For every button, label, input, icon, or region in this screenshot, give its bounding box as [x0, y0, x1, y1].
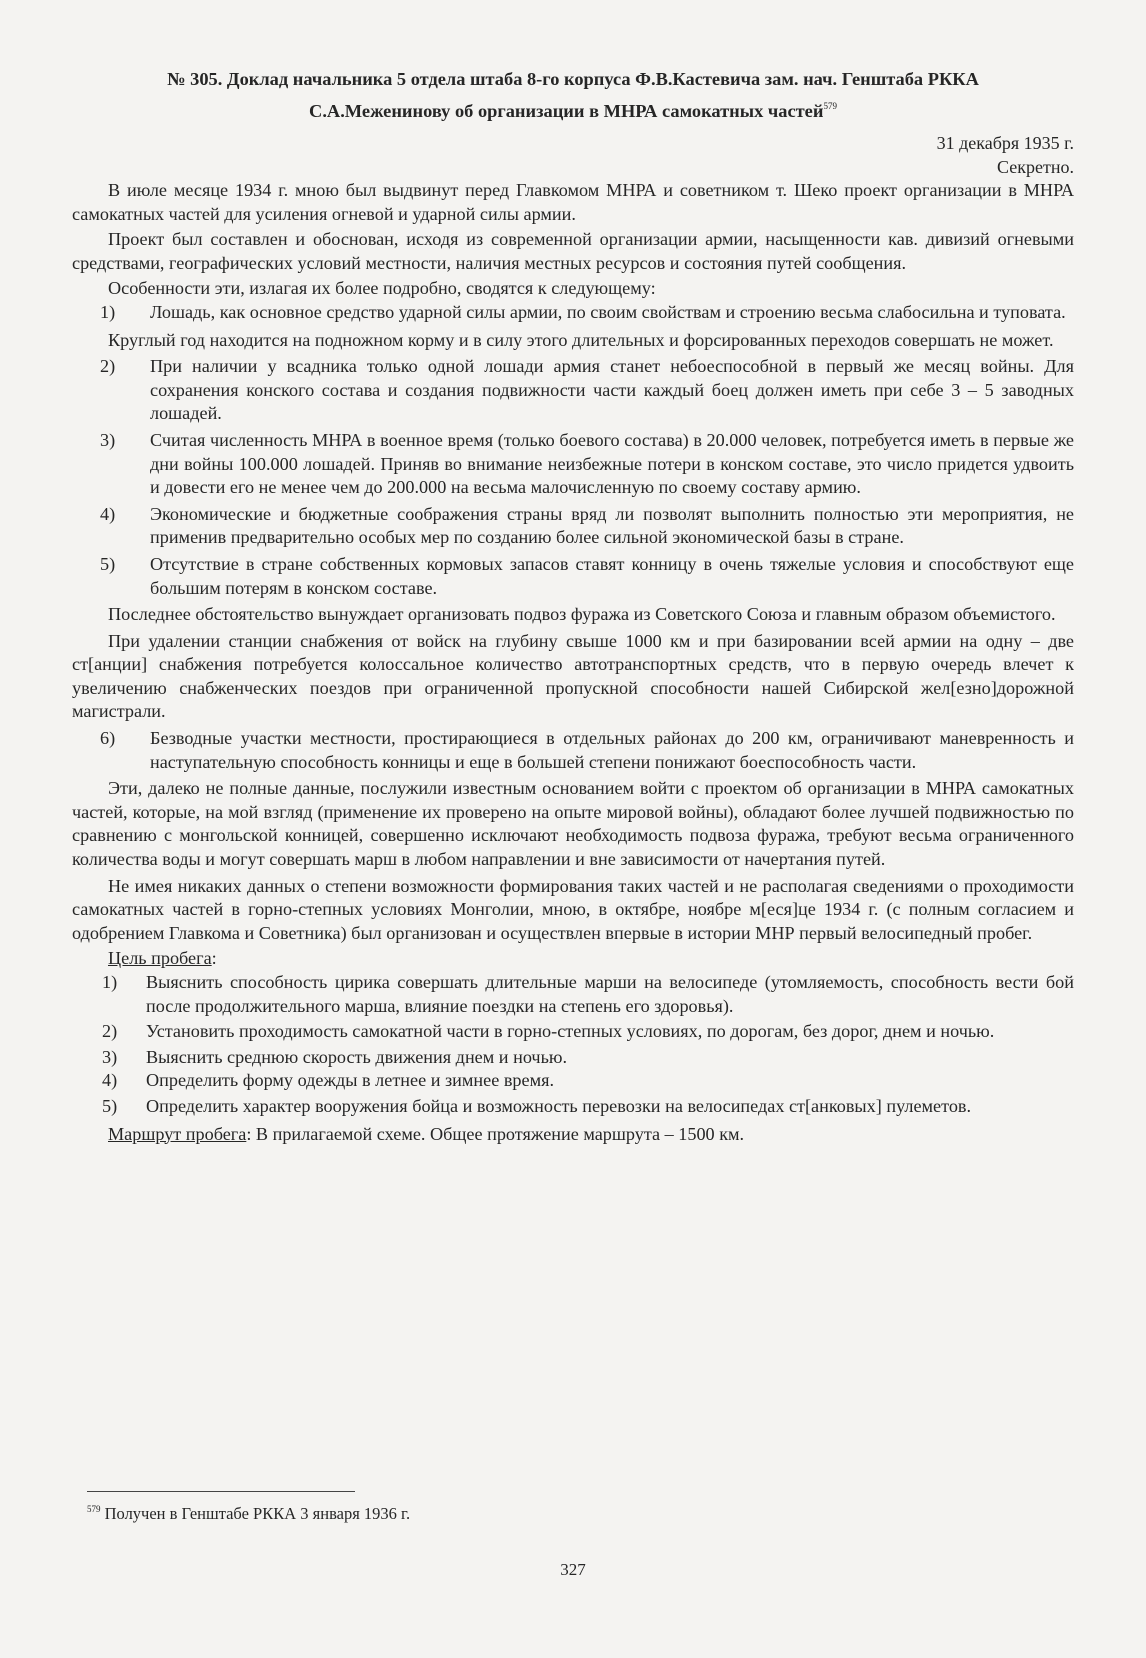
list-item [72, 1095, 1074, 1119]
list-item [72, 429, 1074, 500]
list-number: 4) [102, 1070, 118, 1091]
footnote-text: Получен в Генштабе РККА 3 января 1936 г. [100, 1504, 411, 1523]
list-item [72, 1069, 1074, 1093]
list-item [72, 971, 1074, 1018]
list-number: 6) [100, 728, 116, 749]
list-number: 4) [100, 503, 116, 524]
list-text: Безводные участки местности, простирающиеся в отдельных районах до 200 км, ограничивают маневренность и наступательную способность конницы и еще в большей степени понижают боеспособность части. [150, 728, 1074, 772]
classification-mark: Секретно. [997, 157, 1074, 177]
route-heading: Маршрут пробега [108, 1123, 247, 1144]
route-text: : В прилагаемой схеме. Общее протяжение маршрута – 1500 км. [246, 1123, 745, 1144]
list-text: Выяснить среднюю скорость движения днем и ночью. [146, 1046, 568, 1067]
list-item [72, 503, 1074, 550]
list-text: Определить характер вооружения бойца и возможность перевозки на велосипедах ст[анковых] пулеметов. [146, 1095, 972, 1116]
footnote-divider [87, 1491, 355, 1492]
list-number: 3) [102, 1046, 118, 1067]
list-number: 5) [100, 553, 116, 574]
goal-heading-line [72, 947, 1074, 971]
list-number: 1) [102, 972, 118, 992]
list-text: Установить проходимость самокатной части в горно-степных условиях, по дорогам, без дорог, днем и ночью. [146, 1021, 995, 1042]
paragraph: В июле месяце 1934 г. мною был выдвинут перед Главкомом МНРА и советником т. Шеко проект организации в МНРА самокатных частей для усиления огневой и ударной силы армии. [72, 180, 1074, 224]
footnote-ref: 579 [87, 1504, 101, 1514]
paragraph: Проект был составлен и обоснован, исходя из современной организации армии, насыщенности кав. дивизий огневыми средствами, географических условий местности, наличия местных ресурсов и состояния путей сообщения. [72, 229, 1074, 273]
paragraph: Не имея никаких данных о степени возможности формирования таких частей и не располагая сведениями о проходимости самокатных частей в горно-степных условиях Монголии, мною, в октябре, ноябре м[еся]це 1934 г. (с полным согласием и одобрением Главкома и Советника) был организован и осуществлен впервые в истории МНР первый велосипедный пробег. [72, 875, 1074, 943]
paragraph: При удалении станции снабжения от войск на глубину свыше 1000 км и при базировании всей армии на одну – две ст[анции] снабжения потребуется колоссальное количество автотранспортных средств, что в первую очередь влечет к увеличению снабженческих поездов при ограниченной пропускной способности нашей Сибирской жел[езно]дорожной магистрали. [72, 630, 1074, 722]
list-item [72, 727, 1074, 774]
paragraph: Особенности эти, излагая их более подробно, сводятся к следующему: [108, 278, 656, 299]
list-item [72, 1046, 1074, 1070]
list-text: Отсутствие в стране собственных кормовых запасов ставят конницу в очень тяжелые условия и способствуют еще большим потерям в конском составе. [150, 553, 1074, 598]
list-text: Выяснить способность цирика совершать длительные марши на велосипеде (утомляемость, способность вести бой после продолжительного марша, влияние поездки на степень его здоровья). [146, 972, 1074, 1016]
list-text: При наличии у всадника только одной лошади армия станет небоеспособной в первый же месяц войны. Для сохранения конского состава и создания подвижности части каждый боец должен иметь при себе 3 – 5 заводных лошадей. [150, 356, 1074, 424]
list-text: Лошадь, как основное средство ударной силы армии, по своим свойствам и строению весьма слабосильна и туповата. [150, 301, 1066, 322]
list-item [72, 355, 1074, 426]
paragraph: Эти, далеко не полные данные, послужили известным основанием войти с проектом об организации в МНРА самокатных частей, которые, на мой взгляд (применение их проверено на опыте мировой войны), обладают более лучшей подвижностью по сравнению с монгольской конницей, совершенно исключают необходимость подвоза фуража, требуют весьма ограниченного количества воды и могут совершать марш в любом направлении и вне зависимости от начертания путей. [72, 778, 1074, 870]
page-number: 327 [560, 1560, 586, 1579]
route-line [72, 1123, 1074, 1147]
list-item [72, 301, 1074, 325]
title-line-2 [72, 93, 1074, 125]
list-text: Определить форму одежды в летнее и зимнее время. [146, 1070, 555, 1091]
list-item [72, 1020, 1074, 1044]
list-text: Считая численность МНРА в военное время (только боевого состава) в 20.000 человек, потребуется иметь в первые же дни войны 100.000 лошадей. Приняв во внимание неизбежные потери в конском составе, это число придется удвоить и довести его не менее чем до 200.000 на весьма малочисленную по своему составу армию. [150, 429, 1074, 498]
list-number: 2) [100, 356, 116, 377]
document-date: 31 декабря 1935 г. [936, 133, 1074, 153]
goal-heading-colon: : [211, 948, 217, 969]
title-line-1: № 305. Доклад начальника 5 отдела штаба 8-го корпуса Ф.В.Кастевича зам. нач. Генштаба РККА [167, 69, 979, 89]
goal-heading: Цель пробега [108, 948, 212, 969]
title-footnote-ref: 579 [823, 101, 837, 111]
title-line-2-text: С.А.Меженинову об организации в МНРА самокатных частей [309, 101, 824, 121]
footnote [87, 1498, 410, 1525]
list-number: 5) [102, 1095, 118, 1116]
list-number: 1) [100, 301, 116, 322]
list-item [72, 553, 1074, 600]
paragraph: Последнее обстоятельство вынуждает организовать подвоз фуража из Советского Союза и главным образом объемистого. [108, 604, 1056, 625]
list-number: 3) [100, 429, 116, 450]
document-title [72, 66, 1074, 125]
list-number: 2) [102, 1021, 118, 1042]
paragraph: Круглый год находится на подножном корму и в силу этого длительных и форсированных переходов совершать не может. [108, 329, 1054, 350]
document-body [72, 66, 1074, 1146]
list-text: Экономические и бюджетные соображения страны вряд ли позволят выполнить полностью эти мероприятия, не применив предварительно особых мер по созданию более сильной экономической базы в стране. [150, 503, 1074, 548]
